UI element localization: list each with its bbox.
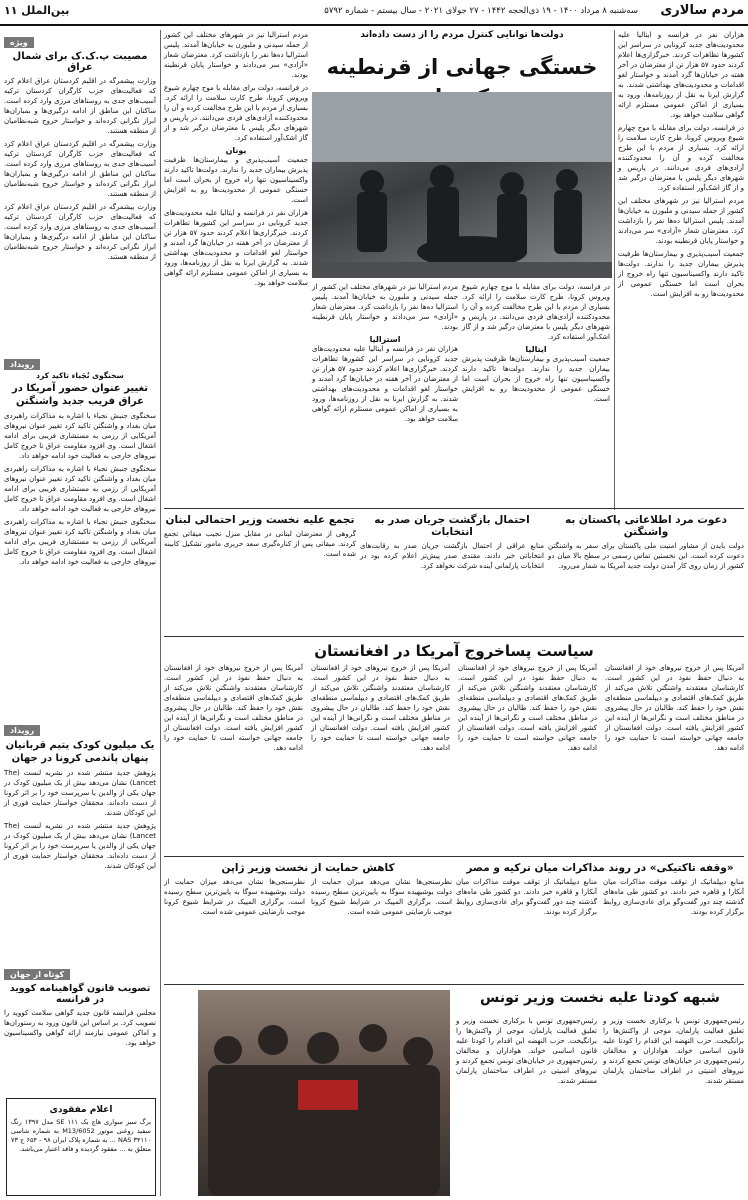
story-afghanistan-text-3: آمریکا پس از خروج نیروهای خود از افغانستان به دنبال حفظ نفوذ در این کشور است. کارشناسان معتقدند واشنگتن تلاش می‌کند از طریق کمک‌های اقتصادی و دیپلماسی منطقه‌ای نقش خود را حفظ کند. طالبان در حال پیشروی در مناطق مختلف است و نگرانی‌ها از آینده این کشور افزایش یافته است. دولت افغانستان از جامعه جهانی خواسته است تا حمایت خود را ادامه دهد.	[311, 664, 450, 752]
story-iraq-sadr-text: منابع عراقی از احتمال بازگشت جریان صدر به رقابت‌های انتخاباتی خبر دادند. مقتدی صدر پیش‌تر اعلام کرده بود در انتخابات پارلمانی آینده شرکت نخواهد کرد.	[360, 542, 544, 570]
lead-title: خستگی جهانی از قرنطینه	[326, 55, 598, 79]
lead-title-box	[312, 50, 612, 90]
lead-kicker: دولت‌ها توانایی کنترل مردم را از دست داده‌اند	[360, 30, 564, 40]
sidebar-france-law	[4, 962, 156, 1092]
sidebar-iraq-us-title: تغییر عنوان حضور آمریکا در عراق فریب جدید واشنگتن	[12, 383, 148, 407]
page-number: ۱۱	[4, 4, 18, 17]
sidebar-kurdistan-text: وزارت پیشمرگه در اقلیم کردستان عراق اعلام کرد که فعالیت‌های حزب کارگران کردستان ترکیه آسیب‌های جدی به روستاهای مرزی وارد کرده است. ساکنان این مناطق از ادامه درگیری‌ها و بمباران‌ها ابراز نگرانی کرده‌اند و خواستار خروج شبه‌نظامیان از منطقه هستند.	[4, 77, 156, 135]
masthead	[0, 0, 748, 26]
lead-text-3: مردم استرالیا نیز در شهرهای مختلف این کشور از جمله سیدنی و ملبورن به خیابان‌ها آمدند. پلیس استرالیا ده‌ها نفر را بازداشت کرد. معترضان شعار «آزادی» سر می‌دادند و خواستار پایان قرنطینه بودند.	[312, 283, 458, 331]
sidebar-iraq-us-text-3: سخنگوی جنبش نجباء با اشاره به مذاکرات راهبردی میان بغداد و واشنگتن تاکید کرد تغییر عنوان نیروهای آمریکایی از رزمی به مستشاری فریبی برای ادامه اشغال است. وی افزود مقاومت عراق تا خروج کامل نیروهای خارجی به فعالیت خود ادامه خواهد داد.	[4, 518, 156, 566]
lead-text-4d: هزاران نفر در فرانسه و ایتالیا علیه محدودیت‌های جدید کرونایی در سراسر این کشورها تظاهرات کردند. خبرگزاری‌ها اعلام کردند حدود ۵۷ هزار تن از معترضان در آخر هفته در خیابان‌ها گرد آمدند و خواستار لغو اقدامات و محدودیت‌های بهداشتی شدند. به گزارش ایرنا به نقل از روزنامه‌ها، ورود به بسیاری از اماکن عمومی مستلزم ارائه گواهی سلامت خواهد بود.	[164, 209, 308, 287]
story-turkey-egypt	[456, 860, 744, 980]
section-tag: کوتاه از جهان	[4, 969, 70, 980]
lost-notice-title: اعلام مفقودی	[49, 1105, 113, 1115]
paper-name: مردم سالاری	[660, 3, 744, 18]
lead-kicker-box	[312, 30, 612, 52]
sidebar-orphans-text: پژوهش جدید منتشر شده در نشریه لنست (The Lancet) نشان می‌دهد بیش از یک میلیون کودک در جهان یکی از والدین یا سرپرست خود را بر اثر کرونا از دست داده‌اند. محققان خواستار حمایت فوری از این کودکان شدند.	[4, 769, 156, 817]
story-afghanistan-title: سیاست پساخروج آمریکا در افغانستان	[314, 642, 594, 660]
subhead-italy: ایتالیا	[525, 345, 547, 354]
story-tunisia-text: رئیس‌جمهوری تونس با برکناری نخست وزیر و تعلیق فعالیت پارلمان، موجی از واکنش‌ها را برانگیخت. حزب النهضه این اقدام را کودتا علیه قانون اساسی خواند. هواداران و مخالفان رئیس‌جمهوری در خیابان‌های تونس تجمع کردند و نیروهای امنیتی در اطراف ساختمان پارلمان مستقر شدند.	[603, 1017, 744, 1085]
story-afghanistan-text-4: آمریکا پس از خروج نیروهای خود از افغانستان به دنبال حفظ نفوذ در این کشور است. کارشناسان معتقدند واشنگتن تلاش می‌کند از طریق کمک‌های اقتصادی و دیپلماسی منطقه‌ای نقش خود را حفظ کند. طالبان در حال پیشروی در مناطق مختلف است و نگرانی‌ها از آینده این کشور افزایش یافته است. دولت افغانستان از جامعه جهانی خواسته است تا حمایت خود را ادامه دهد.	[164, 664, 303, 752]
story-afghanistan-text: آمریکا پس از خروج نیروهای خود از افغانستان به دنبال حفظ نفوذ در این کشور است. کارشناسان معتقدند واشنگتن تلاش می‌کند از طریق کمک‌های اقتصادی و دیپلماسی منطقه‌ای نقش خود را حفظ کند. طالبان در حال پیشروی در مناطق مختلف است و نگرانی‌ها از آینده این کشور افزایش یافته است. دولت افغانستان از جامعه جهانی خواسته است تا حمایت خود را ادامه دهد.	[605, 664, 744, 752]
story-tunisia	[456, 1016, 744, 1196]
lead-text-1d: جمعیت آسیب‌پذیری و بیمارستان‌ها ظرفیت پذیرش بیماران جدید را ندارند. دولت‌ها تاکید دارند واکسیناسیون تنها راه خروج از بحران است اما خستگی عمومی از محدودیت‌ها رو به افزایش است.	[618, 250, 744, 298]
lead-photo	[312, 92, 612, 278]
lead-text-4: مردم استرالیا نیز در شهرهای مختلف این کشور از جمله سیدنی و ملبورن به خیابان‌ها آمدند. پلیس استرالیا ده‌ها نفر را بازداشت کرد. معترضان شعار «آزادی» سر می‌دادند و خواستار پایان قرنطینه بودند.	[164, 31, 308, 79]
story-afghanistan	[164, 640, 744, 850]
lead-text-1: هزاران نفر در فرانسه و ایتالیا علیه محدودیت‌های جدید کرونایی در سراسر این کشورها تظاهرات کردند. خبرگزاری‌ها اعلام کردند حدود ۵۷ هزار تن از معترضان در آخر هفته در خیابان‌ها گرد آمدند و خواستار لغو اقدامات و محدودیت‌های بهداشتی شدند. به گزارش ایرنا به نقل از روزنامه‌ها، ورود به بسیاری از اماکن عمومی مستلزم ارائه گواهی سلامت خواهد بود.	[618, 31, 744, 119]
story-lebanon-title: تجمع علیه نخست وزیر احتمالی لبنان	[165, 514, 355, 526]
story-turkey-egypt-title: «وقفه تاکتیکی» در روند مذاکرات میان ترکیه و مصر	[466, 862, 734, 874]
story-lebanon-text: گروهی از معترضان لبنانی در مقابل منزل نجیب میقاتی تجمع کردند. میقاتی پس از کناره‌گیری سعد حریری مامور تشکیل کابینه شده است.	[164, 530, 356, 558]
lost-notice-text: برگ سبز سواری هاچ بک ۱۱۱ SE مدل ۱۳۹۷ رنگ سفید روغنی موتور M13/6052 به شماره شاسی NAS ۳۴۱۱۰ ... به شماره پلاک ایران ۹۸ - ۶۵۴ ج ۷۳ متعلق به ... مفقود گردیده و فاقد اعتبار می‌باشد.	[11, 1118, 152, 1153]
row-rule	[164, 508, 744, 509]
sidebar-orphans-title: یک میلیون کودک یتیم قربانیان پنهان پاندمی کرونا در جهان	[5, 740, 155, 764]
story-pakistan-text: دولت بایدن از مشاور امنیت ملی پاکستان برای سفر به واشنگتن دعوت کرده است. این نخستین تماس رسمی در سطح بالا میان دو کشور از زمان روی کار آمدن دولت جدید آمریکا به شمار می‌رود.	[548, 542, 744, 570]
crowd-photo-illustration	[198, 990, 450, 1196]
sidebar-france-law-text: مجلس فرانسه قانون جدید گواهی سلامت کووید را تصویب کرد. بر اساس این قانون ورود به رستوران‌ها و اماکن عمومی نیازمند ارائه گواهی واکسیناسیون خواهد بود.	[4, 1009, 156, 1047]
subhead-greece: یونان	[225, 146, 247, 155]
story-tunisia-title: شبهه کودتا علیه نخست وزیر تونس	[480, 990, 720, 1006]
story-tunisia-text-2: رئیس‌جمهوری تونس با برکناری نخست وزیر و تعلیق فعالیت پارلمان، موجی از واکنش‌ها را برانگیخت. حزب النهضه این اقدام را کودتا علیه قانون اساسی خواند. هواداران و مخالفان رئیس‌جمهوری در خیابان‌های تونس تجمع کردند و نیروهای امنیتی در اطراف ساختمان پارلمان مستقر شدند.	[456, 1017, 597, 1085]
sidebar-kurdistan-title: مصیبت پ.ک.ک برای شمال عراق	[12, 51, 148, 73]
lead-text-4c: جمعیت آسیب‌پذیری و بیمارستان‌ها ظرفیت پذیرش بیماران جدید را ندارند. دولت‌ها تاکید دارند واکسیناسیون تنها راه خروج از بحران است اما خستگی عمومی از محدودیت‌ها رو به افزایش است.	[164, 156, 308, 204]
section-tag: ویژه	[4, 37, 34, 48]
sidebar-kurdistan-text-3: وزارت پیشمرگه در اقلیم کردستان عراق اعلام کرد که فعالیت‌های حزب کارگران کردستان ترکیه آسیب‌های جدی به روستاهای مرزی وارد کرده است. ساکنان این مناطق از ادامه درگیری‌ها و بمباران‌ها ابراز نگرانی کرده‌اند و خواستار خروج شبه‌نظامیان از منطقه هستند.	[4, 203, 156, 261]
lead-text-2b: جمعیت آسیب‌پذیری و بیمارستان‌ها ظرفیت پذیرش بیماران جدید را ندارند. دولت‌ها تاکید دارند واکسیناسیون تنها راه خروج از بحران است اما خستگی عمومی از محدودیت‌ها رو به افزایش است.	[462, 355, 610, 403]
lead-text-1b: در فرانسه، دولت برای مقابله با موج چهارم شیوع ویروس کرونا، طرح کارت سلامت را ارائه کرد. بسیاری از مردم با این طرح مخالفت کرده و آن را محدودکننده آزادی‌های فردی می‌دانند. در پاریس و شهرهای دیگر پلیس با معترضان درگیر شد و از گاز اشک‌آور استفاده کرد.	[618, 124, 744, 192]
row-rule	[164, 984, 744, 985]
story-japan-text-2: نظرسنجی‌ها نشان می‌دهد میزان حمایت از دولت یوشیهیده سوگا به پایین‌ترین سطح رسیده است. برگزاری المپیک در شرایط شیوع کرونا موجب نارضایتی عمومی شده است.	[164, 878, 305, 916]
story-afghanistan-title-box	[312, 600, 612, 640]
lead-col-2	[462, 282, 610, 502]
sidebar-iraq-us-text-2: سخنگوی جنبش نجباء با اشاره به مذاکرات راهبردی میان بغداد و واشنگتن تاکید کرد تغییر عنوان نیروهای آمریکایی از رزمی به مستشاری فریبی برای ادامه اشغال است. وی افزود مقاومت عراق تا خروج کامل نیروهای خارجی به فعالیت خود ادامه خواهد داد.	[4, 465, 156, 513]
sidebar-kurdistan-text-2: وزارت پیشمرگه در اقلیم کردستان عراق اعلام کرد که فعالیت‌های حزب کارگران کردستان ترکیه آسیب‌های جدی به روستاهای مرزی وارد کرده است. ساکنان این مناطق از ادامه درگیری‌ها و بمباران‌ها ابراز نگرانی کرده‌اند و خواستار خروج شبه‌نظامیان از منطقه هستند.	[4, 140, 156, 198]
sidebar-rule	[160, 30, 161, 1196]
tunisia-photo	[198, 990, 450, 1196]
sidebar-kurdistan	[4, 30, 156, 330]
story-afghanistan-text-2: آمریکا پس از خروج نیروهای خود از افغانستان به دنبال حفظ نفوذ در این کشور است. کارشناسان معتقدند واشنگتن تلاش می‌کند از طریق کمک‌های اقتصادی و دیپلماسی منطقه‌ای نقش خود را حفظ کند. طالبان در حال پیشروی در مناطق مختلف است و نگرانی‌ها از آینده این کشور افزایش یافته است. دولت افغانستان از جامعه جهانی خواسته است تا حمایت خود را ادامه دهد.	[458, 664, 597, 752]
story-pakistan-title: دعوت مرد اطلاعاتی پاکستان به واشنگتن	[564, 514, 728, 538]
lead-col-1	[618, 30, 744, 530]
lead-col-4	[164, 30, 308, 502]
protest-photo-illustration	[312, 92, 612, 278]
sidebar-iraq-us-text: سخنگوی جنبش نجباء با اشاره به مذاکرات راهبردی میان بغداد و واشنگتن تاکید کرد تغییر عنوان نیروهای آمریکایی از رزمی به مستشاری فریبی برای ادامه اشغال است. وی افزود مقاومت عراق تا خروج کامل نیروهای خارجی به فعالیت خود ادامه خواهد داد.	[4, 412, 156, 460]
lead-text-2: در فرانسه، دولت برای مقابله با موج چهارم شیوع ویروس کرونا، طرح کارت سلامت را ارائه کرد. بسیاری از مردم با این طرح مخالفت کرده و آن را محدودکننده آزادی‌های فردی می‌دانند. در پاریس و شهرهای دیگر پلیس با معترضان درگیر شد و از گاز اشک‌آور استفاده کرد.	[462, 283, 610, 341]
sidebar-orphans	[4, 718, 156, 958]
lead-col-3	[312, 282, 458, 502]
section-tag: رویداد	[4, 725, 40, 736]
section-tag: رویداد	[4, 359, 40, 370]
story-tunisia-title-box	[456, 988, 744, 1014]
story-japan-title: کاهش حمایت از نخست وزیر ژاپن	[221, 862, 395, 874]
tunisia-edge-text	[164, 990, 194, 1196]
story-japan	[164, 860, 452, 980]
lead-text-3b: هزاران نفر در فرانسه و ایتالیا علیه محدودیت‌های جدید کرونایی در سراسر این کشورها تظاهرات کردند. خبرگزاری‌ها اعلام کردند حدود ۵۷ هزار تن از معترضان در آخر هفته در خیابان‌ها گرد آمدند و خواستار لغو اقدامات و محدودیت‌های بهداشتی شدند. به گزارش ایرنا به نقل از روزنامه‌ها، ورود به بسیاری از اماکن عمومی مستلزم ارائه گواهی سلامت خواهد بود.	[312, 345, 459, 423]
section-name: بین‌الملل ۱۱	[4, 4, 70, 17]
subhead-australia: استرالیا	[369, 335, 401, 344]
sidebar-iraq-us	[4, 352, 156, 712]
issue-date: سه‌شنبه ۸ مرداد ۱۴۰۰ - ۱۹ ذی‌الحجه ۱۴۴۲ - ۲۷ جولای ۲۰۲۱ - سال بیستم - شماره ۵۷۹۲	[324, 6, 638, 16]
lost-notice	[6, 1098, 156, 1196]
story-turkey-egypt-text-2: منابع دیپلماتیک از توقف موقت مذاکرات میان آنکارا و قاهره خبر دادند. دو کشور طی ماه‌های گذشته چند دور گفت‌وگو برای عادی‌سازی روابط برگزار کرده بودند.	[456, 878, 597, 916]
story-japan-text: نظرسنجی‌ها نشان می‌دهد میزان حمایت از دولت یوشیهیده سوگا به پایین‌ترین سطح رسیده است. برگزاری المپیک در شرایط شیوع کرونا موجب نارضایتی عمومی شده است.	[311, 878, 452, 916]
row-rule	[164, 856, 744, 857]
sidebar-france-law-title: تصویب قانون گواهینامه کووید در فرانسه	[9, 983, 151, 1005]
sidebar-iraq-us-kicker: سخنگوی نُجَباء تاکید کرد	[36, 371, 124, 380]
story-iraq-sadr-title: احتمال بازگشت جریان صدر به انتخابات	[374, 514, 530, 538]
story-turkey-egypt-text: منابع دیپلماتیک از توقف موقت مذاکرات میان آنکارا و قاهره خبر دادند. دو کشور طی ماه‌های گذشته چند دور گفت‌وگو برای عادی‌سازی روابط برگزار کرده بودند.	[603, 878, 744, 916]
lead-text-1c: مردم استرالیا نیز در شهرهای مختلف این کشور از جمله سیدنی و ملبورن به خیابان‌ها آمدند. پلیس استرالیا ده‌ها نفر را بازداشت کرد. معترضان شعار «آزادی» سر می‌دادند و خواستار پایان قرنطینه بودند.	[618, 197, 744, 245]
lead-text-4b: در فرانسه، دولت برای مقابله با موج چهارم شیوع ویروس کرونا، طرح کارت سلامت را ارائه کرد. بسیاری از مردم با این طرح مخالفت کرده و آن را محدودکننده آزادی‌های فردی می‌دانند. در پاریس و شهرهای دیگر پلیس با معترضان درگیر شد و از گاز اشک‌آور استفاده کرد.	[164, 84, 308, 142]
sidebar-orphans-text-2: پژوهش جدید منتشر شده در نشریه لنست (The Lancet) نشان می‌دهد بیش از یک میلیون کودک در جهان یکی از والدین یا سرپرست خود را بر اثر کرونا از دست داده‌اند. محققان خواستار حمایت فوری از این کودکان شدند.	[4, 822, 156, 870]
column-rule	[614, 30, 615, 510]
